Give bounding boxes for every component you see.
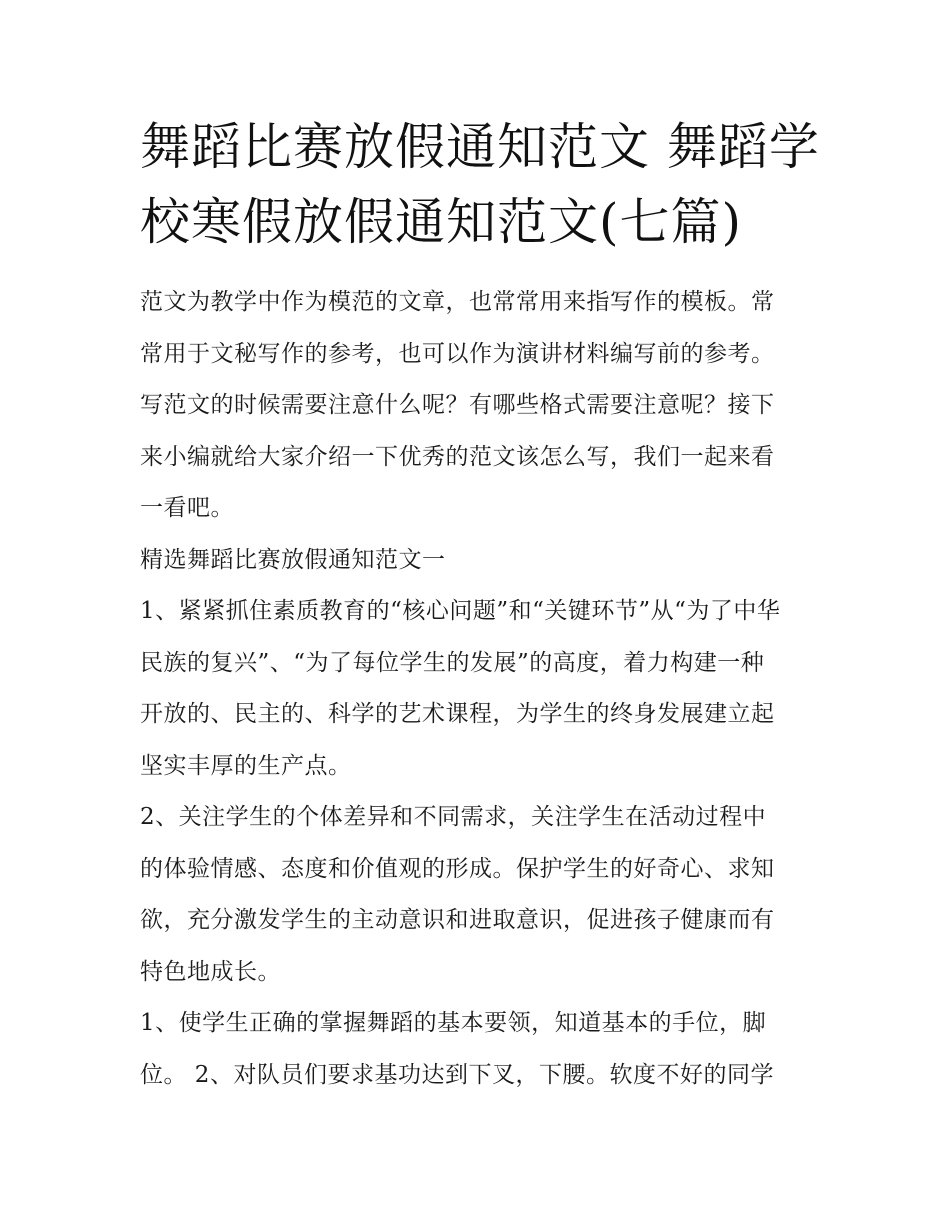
paragraph-line: 的体验情感、态度和价值观的形成。保护学生的好奇心、求知 — [140, 855, 775, 882]
paragraph-line: 常用于文秘写作的参考，也可以作为演讲材料编写前的参考。 — [140, 340, 775, 367]
paragraph-line: 范文为教学中作为模范的文章，也常常用来指写作的模板。常 — [140, 289, 775, 315]
paragraph-line: 民族的复兴”、“为了每位学生的发展”的高度，着力构建一种 — [140, 649, 765, 676]
section-heading: 精选舞蹈比赛放假通知范文一 — [140, 546, 446, 573]
paragraph-line: 写范文的时候需要注意什么呢？有哪些格式需要注意呢？接下 — [140, 392, 775, 418]
paragraph-line: 1、紧紧抓住素质教育的“核心问题”和“关键环节”从“为了中华 — [140, 598, 781, 624]
paragraph-line: 开放的、民主的、科学的艺术课程，为学生的终身发展建立起 — [140, 701, 775, 727]
paragraph-line: 一看吧。 — [140, 495, 234, 521]
paragraph-line: 特色地成长。 — [140, 958, 281, 985]
body-text — [140, 277, 830, 1101]
title-line: 舞蹈比赛放假通知范文 舞蹈学 — [140, 118, 820, 176]
paragraph-line: 欲，充分激发学生的主动意识和进取意识，促进孩子健康而有 — [140, 907, 775, 933]
paragraph-line: 来小编就给大家介绍一下优秀的范文该怎么写，我们一起来看 — [140, 443, 775, 470]
title-line: 校寒假放假通知范文(七篇) — [140, 193, 743, 251]
paragraph-line: 位。 2、对队员们要求基功达到下叉，下腰。软度不好的同学 — [140, 1061, 774, 1088]
paragraph-line: 2、关注学生的个体差异和不同需求，关注学生在活动过程中 — [140, 804, 767, 830]
paragraph-line: 坚实丰厚的生产点。 — [140, 752, 352, 779]
paragraph-line: 1、使学生正确的掌握舞蹈的基本要领，知道基本的手位，脚 — [140, 1010, 767, 1036]
page-title — [140, 110, 820, 260]
